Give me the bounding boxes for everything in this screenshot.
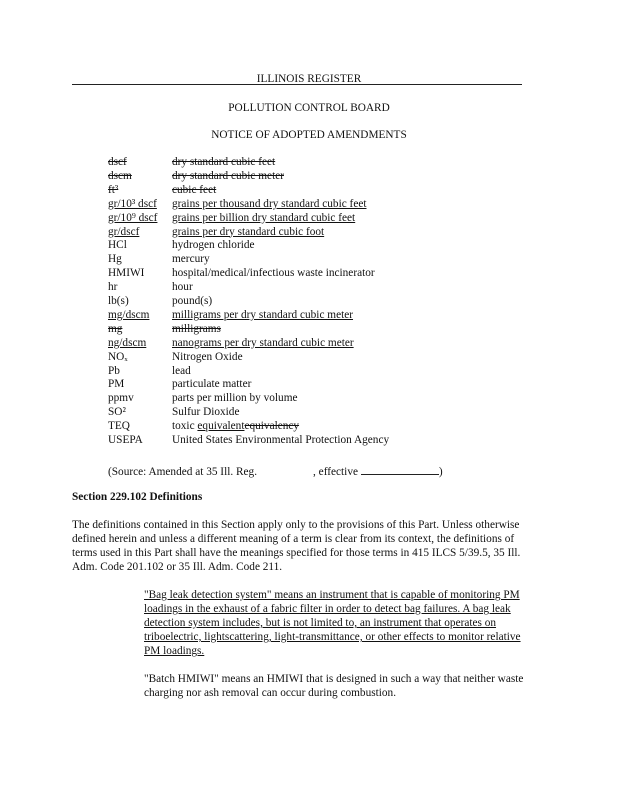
source-suffix: )	[438, 466, 443, 478]
source-note	[108, 463, 443, 479]
abbreviation-term: gr/dscf	[108, 225, 140, 238]
abbreviation-definition: United States Environmental Protection Agency	[172, 434, 390, 446]
abbreviation-term: Hg	[108, 253, 122, 266]
abbreviation-term: PM	[108, 378, 125, 391]
abbreviation-term: HCl	[108, 239, 127, 252]
abbreviation-term: HMIWI	[108, 267, 145, 280]
definition-added-part: equivalent	[197, 420, 245, 433]
abbreviation-definition: milligrams	[172, 322, 221, 335]
abbreviation-definition: Nitrogen Oxide	[172, 350, 243, 363]
abbreviation-definition: cubic feet	[172, 183, 217, 196]
abbreviation-term: ng/dscm	[108, 336, 147, 349]
abbreviation-term: Pb	[108, 364, 120, 377]
abbreviation-term: dscm	[108, 169, 132, 182]
abbreviation-definition: dry standard cubic feet	[172, 156, 276, 168]
abbreviation-definition	[172, 419, 299, 433]
abbreviation-definition: hospital/medical/infectious waste incinerator	[172, 267, 375, 280]
abbreviation-term: ppmv	[108, 392, 134, 405]
abbreviation-term: lb(s)	[108, 295, 129, 307]
effective-date-blank	[361, 463, 439, 475]
section-intro: The definitions contained in this Section apply only to the provisions of this Part. Unless otherwise defined herein and unless a different meaning of a term is clear from its context, the definitions of terms used in this Part shall have the meanings specified for those terms in 415 ILCS 5/39.5, 35 Ill. Adm. Code 201.102 or 35 Ill. Adm. Code 211.	[72, 519, 521, 573]
abbreviation-term: dscf	[108, 156, 127, 168]
abbreviation-definition: hour	[172, 281, 193, 294]
definition-batch-hmiwi: "Batch HMIWI" means an HMIWI that is designed in such a way that neither waste charging nor ash removal can occur during combustion.	[144, 673, 524, 699]
definition-deleted-part: equivalency	[244, 420, 300, 433]
abbreviation-term: mg/dscm	[108, 308, 150, 321]
source-effective: , effective	[313, 466, 358, 478]
definition-plain-part: toxic	[172, 420, 198, 433]
abbreviation-definition: grains per dry standard cubic foot	[172, 225, 325, 238]
abbreviation-definition: lead	[172, 364, 191, 377]
abbreviation-term: mg	[108, 322, 123, 335]
notice-title: NOTICE OF ADOPTED AMENDMENTS	[211, 129, 407, 141]
abbreviation-definition: hydrogen chloride	[172, 239, 255, 252]
abbreviation-term: SO²	[108, 406, 126, 419]
abbreviation-definition: grains per thousand dry standard cubic feet	[172, 197, 367, 210]
abbreviation-term: TEQ	[108, 420, 130, 433]
abbreviation-term: USEPA	[108, 434, 143, 446]
abbreviation-definition: mercury	[172, 253, 210, 266]
board-title: POLLUTION CONTROL BOARD	[228, 102, 390, 114]
abbreviation-definition: grains per billion dry standard cubic feet	[172, 211, 356, 224]
abbreviation-definition: parts per million by volume	[172, 392, 298, 405]
register-title: ILLINOIS REGISTER	[256, 73, 362, 85]
abbreviation-definition: dry standard cubic meter	[172, 169, 284, 182]
abbreviation-term: gr/10³ dscf	[108, 197, 157, 210]
header-rule	[72, 84, 522, 85]
source-prefix: (Source: Amended at 35 Ill. Reg.	[108, 466, 258, 478]
abbreviation-term: hr	[108, 281, 118, 294]
definition-bag-leak: "Bag leak detection system" means an instrument that is capable of monitoring PM loadings in the exhaust of a fabric filter in order to detect bag failures. A bag leak detection system includes, but is not limited to, an instrument that operates on triboelectric, lightscattering, light-transmittance, or other effects to monitor relative PM loadings.	[144, 589, 521, 657]
section-title: Section 229.102 Definitions	[72, 491, 203, 503]
abbreviation-term: ft³	[108, 183, 119, 196]
abbreviation-definition: particulate matter	[172, 378, 252, 391]
abbreviation-definition: nanograms per dry standard cubic meter	[172, 336, 354, 349]
abbreviation-term: gr/10⁹ dscf	[108, 211, 158, 224]
abbreviation-term: NOₓ	[108, 350, 128, 363]
abbreviation-definition: pound(s)	[172, 295, 213, 307]
abbreviation-definition: Sulfur Dioxide	[172, 406, 240, 419]
abbreviation-definition: milligrams per dry standard cubic meter	[172, 308, 354, 321]
